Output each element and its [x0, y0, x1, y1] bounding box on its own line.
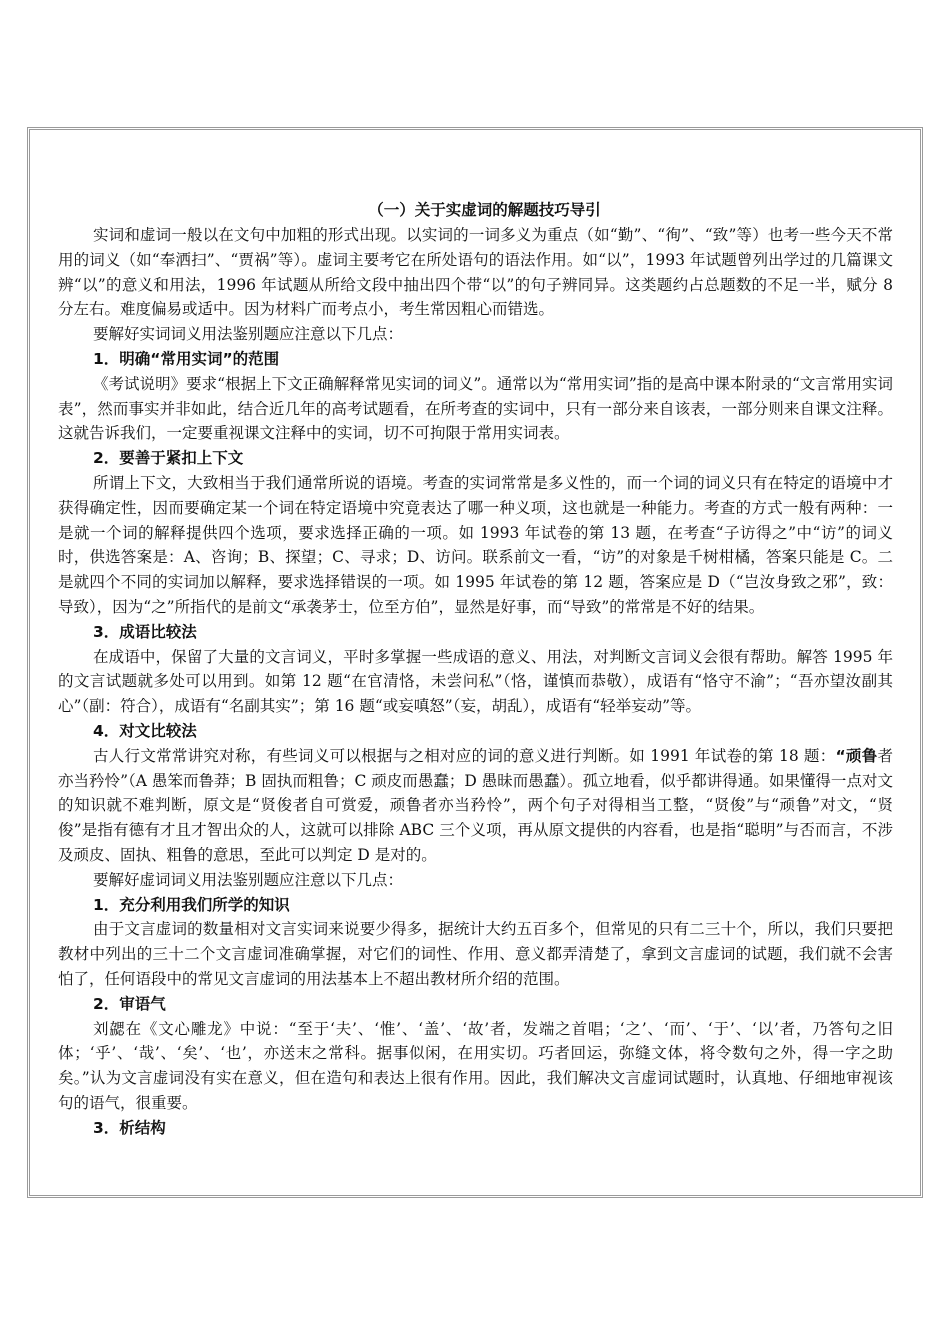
shici-paragraph-4-bold: “顽鲁	[835, 746, 878, 765]
page-title: （一）关于实虚词的解题技巧导引	[368, 201, 601, 219]
shici-heading-4: 4．对文比较法	[93, 721, 197, 740]
xuci-heading-2: 2．审语气	[93, 994, 166, 1013]
intro-paragraph: 实词和虚词一般以在文句中加粗的形式出现。以实词的一词多义为重点（如“勤”、“徇”、“致”等）也考一些今天不常用的词义（如“奉洒扫”、“贾祸”等）。虚词主要考它在所处语句的语法作用。如“以”，1993 年试题曾列出学过的几篇课文辨“以”的意义和用法，1996 年试题从所给文段中抽出四个带“以”的句子辨同异。这类题约占总题数的不足一半，赋分 8 分左右。难度偏易或适中。因为材料广而考点小，考生常因粗心而错选。	[58, 226, 893, 319]
shici-heading-1: 1．明确“常用实词”的范围	[93, 349, 280, 368]
xuci-paragraph-2: 刘勰在《文心雕龙》中说：“至于‘夫’、‘惟’、‘盖’、‘故’者，发端之首唱；‘之’、‘而’、‘于’、‘以’者，乃答句之旧体；‘乎’、‘哉’、‘矣’、‘也’，亦送末之常科。据事似闲，在用实切。巧者回运，弥缝文体，将令数句之外，得一字之助矣。”认为文言虚词没有实在意义，但在造句和表达上很有作用。因此，我们解决文言虚词试题时，认真地、仔细地审视该句的语气，很重要。	[58, 1019, 893, 1112]
shici-paragraph-1: 《考试说明》要求“根据上下文正确解释常见实词的词义”。通常以为“常用实词”指的是高中课本附录的“文言常用实词表”，然而事实并非如此，结合近几年的高考试题看，在所考查的实词中，只有一部分来自该表，一部分则来自课文注释。这就告诉我们，一定要重视课文注释中的实词，切不可拘限于常用实词表。	[58, 374, 893, 443]
shici-paragraph-2: 所谓上下文，大致相当于我们通常所说的语境。考查的实词常常是多义性的，而一个词的词义只有在特定的语境中才获得确定性，因而要确定某一个词在特定语境中究竟表达了哪一种义项，这也就是一种能力。考查的方式一般有两种：一是就一个词的解释提供四个选项，要求选择正确的一项。如 1993 年试卷的第 13 题，在考查“子访得之”中“访”的词义时，供选答案是：A、咨询；B、探望；C、寻求；D、访问。联系前文一看，“访”的对象是千树柑橘，答案只能是 C。二是就四个不同的实词加以解释，要求选择错误的一项。如 1995 年试卷的第 12 题，答案应是 D（“岂汝身致之邪”，致：导致），因为“之”所指代的是前文“承袭茅士，位至方伯”，显然是好事，而“导致”的常常是不好的结果。	[58, 473, 893, 616]
xuci-heading-3: 3．析结构	[93, 1118, 166, 1137]
shici-heading-2: 2．要善于紧扣上下文	[93, 449, 244, 468]
shici-paragraph-4	[58, 744, 893, 868]
shici-paragraph-4-part-1: 古人行文常常讲究对称，有些词义可以根据与之相对应的词的意义进行判断。如 1991 年试卷的第 18 题：	[93, 746, 836, 765]
shici-paragraph-4-part-2: 者亦当矜怜”（A 愚笨而鲁莽；B 固执而粗鲁；C 顽皮而愚蠢；D 愚昧而愚蠢）。孤立地看，似乎都讲得通。如果懂得一点对文的知识就不难判断，原文是“贤俊者自可赏爱，顽鲁者亦当矜怜”，两个句子对得相当工整，“贤俊”与“顽鲁”对文，“贤俊”是指有德有才且才智出众的人，这就可以排除 ABC 三个义项，再从原文提供的内容看，也是指“聪明”与否而言，不涉及顽皮、固执、粗鲁的意思，至此可以判定 D 是对的。	[58, 746, 893, 864]
xuci-paragraph-1: 由于文言虚词的数量相对文言实词来说要少得多，据统计大约五百多个，但常见的只有二三十个，所以，我们只要把教材中列出的三十二个文言虚词准确掌握，对它们的词性、作用、意义都弄清楚了，拿到文言虚词的试题，我们就不会害怕了，任何语段中的常见文言虚词的用法基本上不超出教材所介绍的范围。	[58, 920, 893, 988]
shici-paragraph-3: 在成语中，保留了大量的文言词义，平时多掌握一些成语的意义、用法，对判断文言词义会很有帮助。解答 1995 年的文言试题就多处可以用到。如第 12 题“在官清恪，未尝问私”（恪，谨慎而恭敬），成语有“恪守不渝”；“吾亦望汝副其心”（副：符合），成语有“名副其实”；第 16 题“或妄嗔怒”（妄，胡乱），成语有“轻举妄动”等。	[58, 647, 893, 716]
xuci-lead: 要解好虚词词义用法鉴别题应注意以下几点：	[93, 870, 404, 889]
shici-heading-3: 3．成语比较法	[93, 622, 197, 641]
xuci-heading-1: 1．充分利用我们所学的知识	[93, 895, 290, 914]
shici-lead: 要解好实词词义用法鉴别题应注意以下几点：	[93, 325, 404, 344]
document-body	[58, 198, 893, 1338]
